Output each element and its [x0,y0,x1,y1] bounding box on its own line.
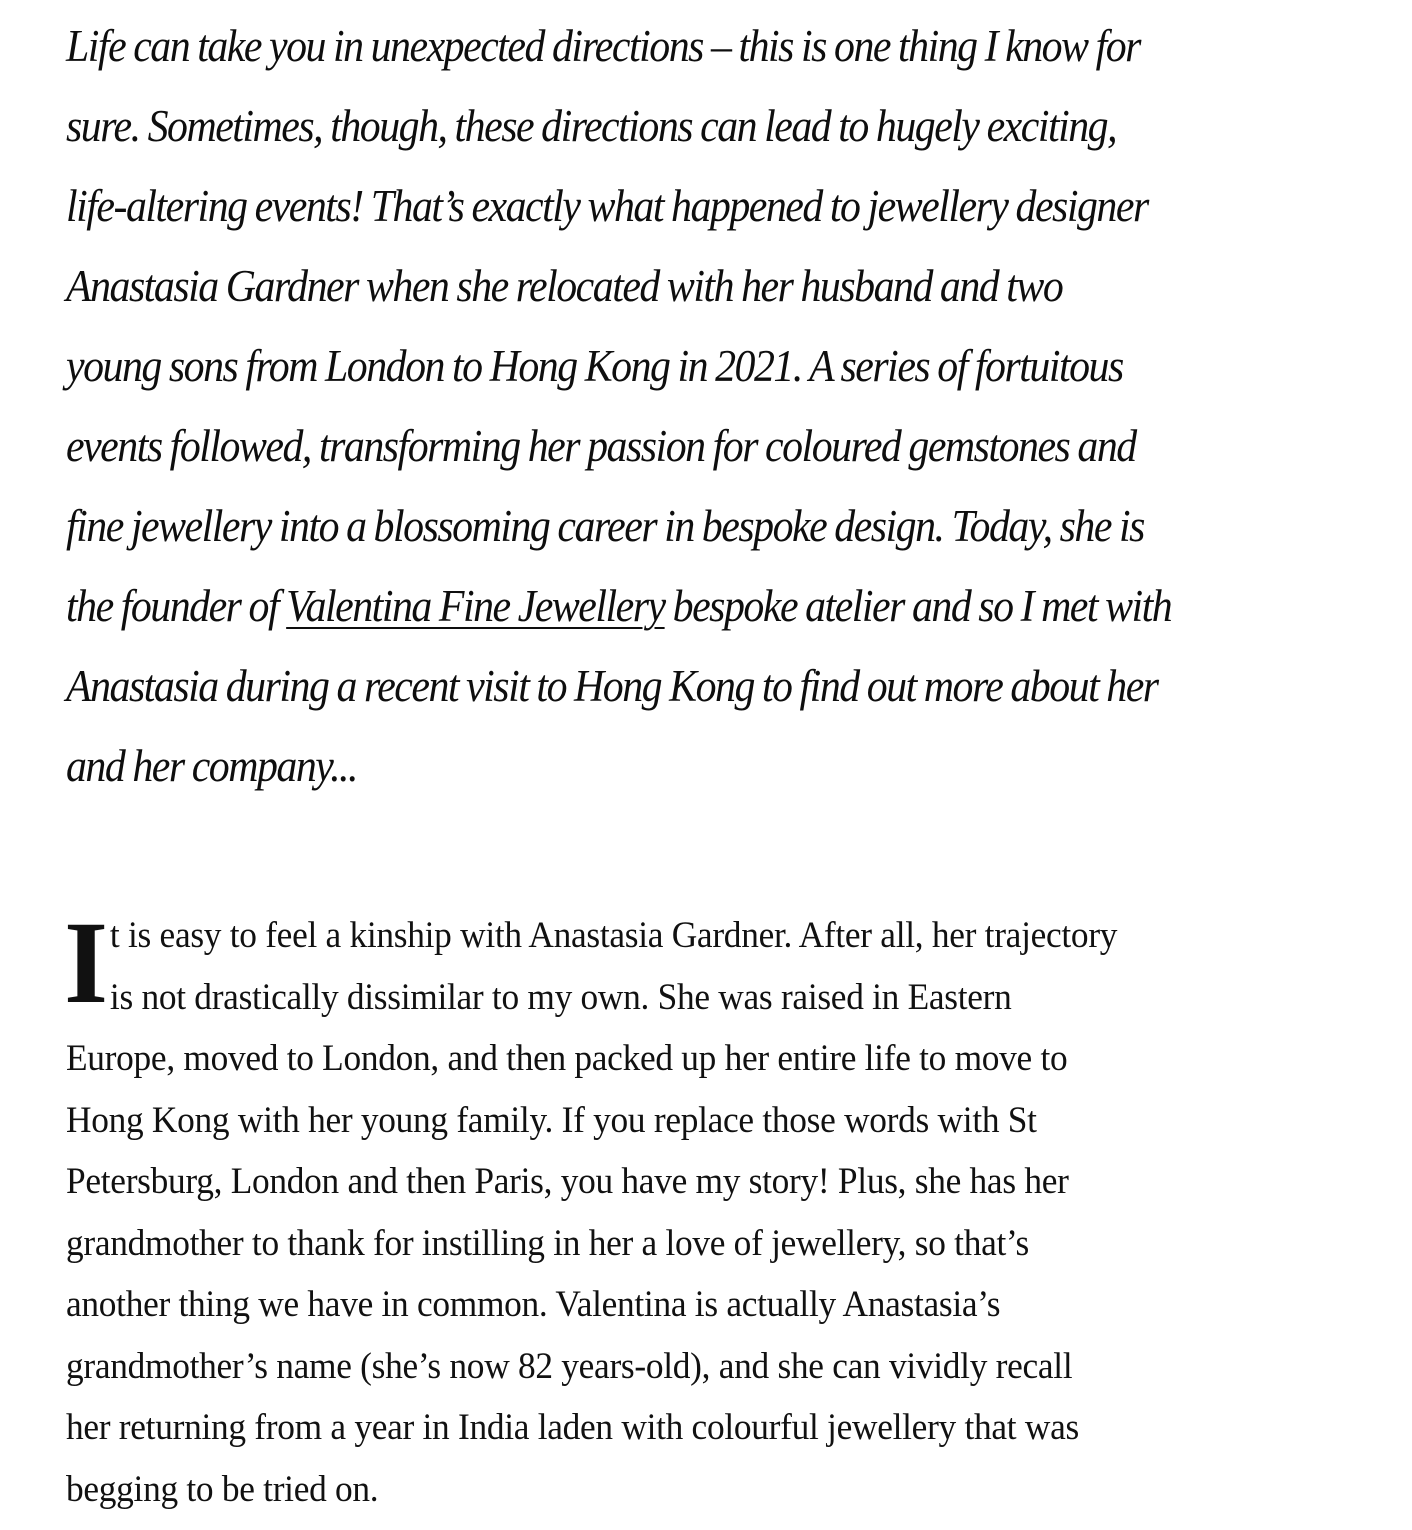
article [64,0,1366,1510]
body-line: another thing we have in common. Valentina is actually Anastasia’s [66,1284,1001,1325]
body-line: grandmother to thank for instilling in her a love of jewellery, so that’s [66,1222,1029,1264]
intro-line: sure. Sometimes, though, these directions can lead to hugely exciting, [66,101,1117,151]
valentina-fine-jewellery-link[interactable]: Valentina Fine Jewellery [286,581,665,631]
intro-line-with-link [66,566,1368,646]
intro-line: Life can take you in unexpected directions – this is one thing I know for [66,21,1140,71]
intro-line: Anastasia Gardner when she relocated with her husband and two [66,261,1063,311]
body-line: Petersburg, London and then Paris, you have my story! Plus, she has her [66,1161,1069,1202]
intro-line: life-altering events! That’s exactly what happened to jewellery designer [66,181,1148,231]
body-line: Europe, moved to London, and then packed up her entire life to move to [66,1038,1068,1079]
body-line: Hong Kong with her young family. If you replace those words with St [66,1099,1037,1141]
intro-line: Anastasia during a recent visit to Hong Kong to find out more about her [66,661,1158,711]
body-paragraph [64,897,1403,1520]
body-line: her returning from a year in India laden with colourful jewellery that was [66,1407,1079,1448]
drop-cap: I [64,897,108,1028]
intro-text: the founder of [66,581,287,631]
body-line: grandmother’s name (she’s now 82 years-old), and she can vividly recall [66,1345,1073,1387]
intro-text: bespoke atelier and so I met with [664,581,1172,631]
body-line: is not drastically dissimilar to my own. She was raised in Eastern [109,976,1012,1018]
intro-paragraph [66,6,1368,806]
intro-line: and her company... [66,741,358,791]
body-line: begging to be tried on. [66,1468,379,1510]
intro-line: young sons from London to Hong Kong in 2021. A series of fortuitous [66,341,1123,391]
intro-line: fine jewellery into a blossoming career in bespoke design. Today, she is [66,501,1144,551]
intro-line: events followed, transforming her passion for coloured gemstones and [66,421,1136,471]
body-line: t is easy to feel a kinship with Anastasia Gardner. After all, her trajectory [109,915,1118,956]
